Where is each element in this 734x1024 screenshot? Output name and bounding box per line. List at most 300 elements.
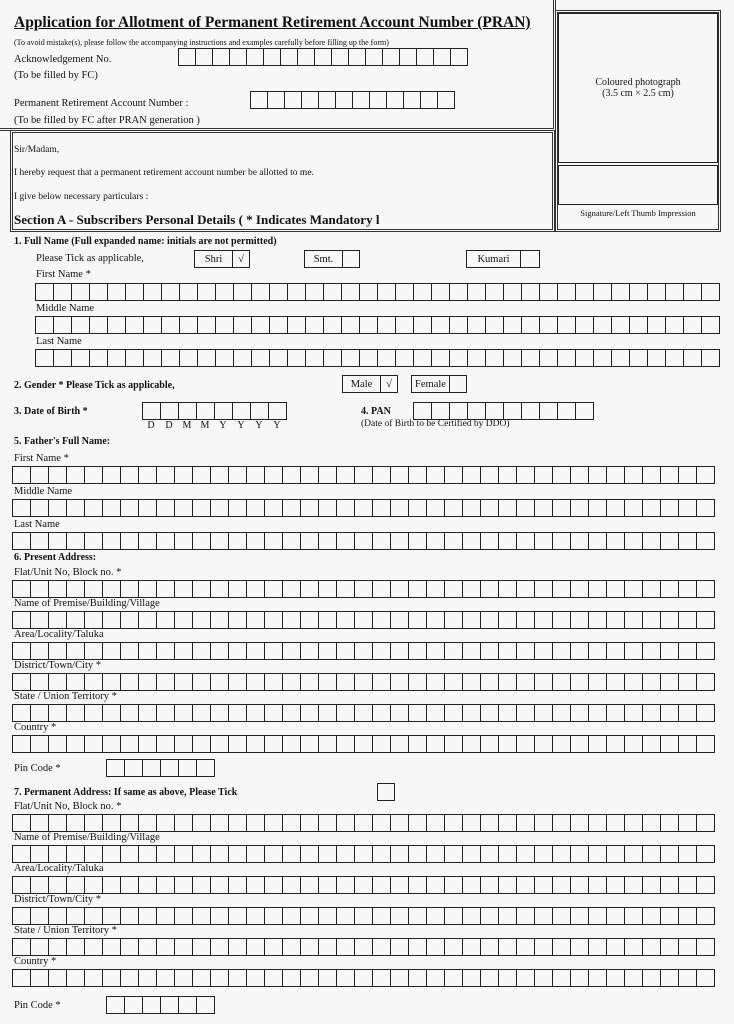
character-cell[interactable] <box>432 317 450 333</box>
character-cell[interactable] <box>558 284 576 300</box>
character-cell[interactable] <box>13 500 31 516</box>
character-cell[interactable] <box>463 736 481 752</box>
character-cell[interactable] <box>373 877 391 893</box>
character-cell[interactable] <box>85 581 103 597</box>
character-cell[interactable] <box>391 815 409 831</box>
character-cell[interactable] <box>121 939 139 955</box>
character-cell[interactable] <box>366 49 383 65</box>
character-cell[interactable] <box>373 674 391 690</box>
character-cell[interactable] <box>571 970 589 986</box>
character-cell[interactable] <box>72 284 90 300</box>
character-cell[interactable] <box>451 49 468 65</box>
character-cell[interactable] <box>445 939 463 955</box>
character-cell[interactable] <box>499 533 517 549</box>
character-cell[interactable] <box>125 997 143 1013</box>
character-cell[interactable] <box>661 581 679 597</box>
character-cell[interactable] <box>684 284 702 300</box>
character-cell[interactable] <box>571 533 589 549</box>
character-cell[interactable] <box>264 49 281 65</box>
character-cell[interactable] <box>355 846 373 862</box>
character-cell[interactable] <box>355 674 373 690</box>
character-cell[interactable] <box>13 581 31 597</box>
character-cell[interactable] <box>463 846 481 862</box>
character-cell[interactable] <box>301 467 319 483</box>
character-cell[interactable] <box>216 350 234 366</box>
character-cell[interactable] <box>139 612 157 628</box>
character-cell[interactable] <box>230 49 247 65</box>
character-cell[interactable] <box>661 533 679 549</box>
character-cell[interactable] <box>229 705 247 721</box>
character-cell[interactable] <box>247 467 265 483</box>
character-cell[interactable] <box>450 284 468 300</box>
character-cell[interactable] <box>643 705 661 721</box>
character-cell[interactable] <box>301 846 319 862</box>
character-cell[interactable] <box>409 908 427 924</box>
character-cell[interactable] <box>571 467 589 483</box>
character-cell[interactable] <box>85 705 103 721</box>
character-cell[interactable] <box>139 581 157 597</box>
character-cell[interactable] <box>409 939 427 955</box>
permanent-premise-input[interactable] <box>12 845 715 863</box>
character-cell[interactable] <box>391 877 409 893</box>
character-cell[interactable] <box>553 736 571 752</box>
character-cell[interactable] <box>643 467 661 483</box>
character-cell[interactable] <box>360 284 378 300</box>
character-cell[interactable] <box>445 815 463 831</box>
character-cell[interactable] <box>31 970 49 986</box>
character-cell[interactable] <box>648 284 666 300</box>
character-cell[interactable] <box>679 533 697 549</box>
character-cell[interactable] <box>144 284 162 300</box>
character-cell[interactable] <box>553 908 571 924</box>
character-cell[interactable] <box>157 736 175 752</box>
character-cell[interactable] <box>67 500 85 516</box>
permanent-district-input[interactable] <box>12 907 715 925</box>
character-cell[interactable] <box>175 533 193 549</box>
character-cell[interactable] <box>265 674 283 690</box>
character-cell[interactable] <box>139 705 157 721</box>
character-cell[interactable] <box>414 317 432 333</box>
character-cell[interactable] <box>252 350 270 366</box>
character-cell[interactable] <box>301 908 319 924</box>
character-cell[interactable] <box>229 815 247 831</box>
character-cell[interactable] <box>301 970 319 986</box>
character-cell[interactable] <box>265 500 283 516</box>
character-cell[interactable] <box>463 939 481 955</box>
character-cell[interactable] <box>301 581 319 597</box>
character-cell[interactable] <box>229 533 247 549</box>
character-cell[interactable] <box>157 705 175 721</box>
character-cell[interactable] <box>49 467 67 483</box>
permanent-pin-input[interactable] <box>106 996 215 1014</box>
character-cell[interactable] <box>67 643 85 659</box>
character-cell[interactable] <box>468 317 486 333</box>
character-cell[interactable] <box>463 533 481 549</box>
character-cell[interactable] <box>360 317 378 333</box>
character-cell[interactable] <box>571 643 589 659</box>
title-option-smt[interactable] <box>304 250 360 268</box>
character-cell[interactable] <box>481 705 499 721</box>
character-cell[interactable] <box>121 815 139 831</box>
character-cell[interactable] <box>49 736 67 752</box>
character-cell[interactable] <box>157 467 175 483</box>
character-cell[interactable] <box>612 350 630 366</box>
character-cell[interactable] <box>211 846 229 862</box>
character-cell[interactable] <box>157 533 175 549</box>
character-cell[interactable] <box>427 705 445 721</box>
character-cell[interactable] <box>355 705 373 721</box>
character-cell[interactable] <box>589 846 607 862</box>
character-cell[interactable] <box>229 643 247 659</box>
character-cell[interactable] <box>337 846 355 862</box>
character-cell[interactable] <box>427 581 445 597</box>
character-cell[interactable] <box>121 674 139 690</box>
character-cell[interactable] <box>643 815 661 831</box>
character-cell[interactable] <box>679 467 697 483</box>
character-cell[interactable] <box>107 997 125 1013</box>
character-cell[interactable] <box>486 284 504 300</box>
character-cell[interactable] <box>301 877 319 893</box>
character-cell[interactable] <box>360 350 378 366</box>
character-cell[interactable] <box>679 846 697 862</box>
character-cell[interactable] <box>301 612 319 628</box>
character-cell[interactable] <box>319 815 337 831</box>
character-cell[interactable] <box>607 815 625 831</box>
character-cell[interactable] <box>85 908 103 924</box>
character-cell[interactable] <box>211 533 229 549</box>
character-cell[interactable] <box>85 500 103 516</box>
character-cell[interactable] <box>571 736 589 752</box>
character-cell[interactable] <box>175 846 193 862</box>
character-cell[interactable] <box>535 815 553 831</box>
character-cell[interactable] <box>643 674 661 690</box>
character-cell[interactable] <box>697 581 715 597</box>
character-cell[interactable] <box>162 350 180 366</box>
character-cell[interactable] <box>589 877 607 893</box>
character-cell[interactable] <box>445 736 463 752</box>
character-cell[interactable] <box>504 317 522 333</box>
character-cell[interactable] <box>247 970 265 986</box>
character-cell[interactable] <box>409 467 427 483</box>
character-cell[interactable] <box>337 643 355 659</box>
character-cell[interactable] <box>337 815 355 831</box>
character-cell[interactable] <box>445 970 463 986</box>
character-cell[interactable] <box>103 674 121 690</box>
character-cell[interactable] <box>67 467 85 483</box>
character-cell[interactable] <box>553 815 571 831</box>
character-cell[interactable] <box>409 674 427 690</box>
character-cell[interactable] <box>157 846 175 862</box>
character-cell[interactable] <box>463 970 481 986</box>
character-cell[interactable] <box>193 612 211 628</box>
character-cell[interactable] <box>85 846 103 862</box>
character-cell[interactable] <box>319 500 337 516</box>
character-cell[interactable] <box>198 284 216 300</box>
character-cell[interactable] <box>553 846 571 862</box>
character-cell[interactable] <box>31 612 49 628</box>
character-cell[interactable] <box>193 467 211 483</box>
present-flat-input[interactable] <box>12 580 715 598</box>
character-cell[interactable] <box>126 350 144 366</box>
character-cell[interactable] <box>319 877 337 893</box>
character-cell[interactable] <box>355 970 373 986</box>
character-cell[interactable] <box>90 350 108 366</box>
character-cell[interactable] <box>157 500 175 516</box>
character-cell[interactable] <box>67 705 85 721</box>
first-name-input[interactable] <box>35 283 720 301</box>
character-cell[interactable] <box>553 705 571 721</box>
character-cell[interactable] <box>13 674 31 690</box>
character-cell[interactable] <box>281 49 298 65</box>
character-cell[interactable] <box>463 674 481 690</box>
character-cell[interactable] <box>625 467 643 483</box>
character-cell[interactable] <box>697 674 715 690</box>
character-cell[interactable] <box>517 736 535 752</box>
character-cell[interactable] <box>417 49 434 65</box>
character-cell[interactable] <box>643 939 661 955</box>
character-cell[interactable] <box>697 467 715 483</box>
character-cell[interactable] <box>396 284 414 300</box>
character-cell[interactable] <box>211 908 229 924</box>
character-cell[interactable] <box>463 705 481 721</box>
character-cell[interactable] <box>301 815 319 831</box>
character-cell[interactable] <box>396 350 414 366</box>
character-cell[interactable] <box>197 760 215 776</box>
character-cell[interactable] <box>499 674 517 690</box>
character-cell[interactable] <box>355 581 373 597</box>
character-cell[interactable] <box>643 846 661 862</box>
character-cell[interactable] <box>643 877 661 893</box>
character-cell[interactable] <box>301 533 319 549</box>
character-cell[interactable] <box>121 581 139 597</box>
character-cell[interactable] <box>49 939 67 955</box>
character-cell[interactable] <box>103 705 121 721</box>
character-cell[interactable] <box>535 643 553 659</box>
character-cell[interactable] <box>283 581 301 597</box>
character-cell[interactable] <box>288 350 306 366</box>
character-cell[interactable] <box>499 970 517 986</box>
character-cell[interactable] <box>553 674 571 690</box>
character-cell[interactable] <box>589 970 607 986</box>
character-cell[interactable] <box>234 350 252 366</box>
character-cell[interactable] <box>103 908 121 924</box>
character-cell[interactable] <box>661 846 679 862</box>
character-cell[interactable] <box>337 612 355 628</box>
character-cell[interactable] <box>283 970 301 986</box>
character-cell[interactable] <box>139 736 157 752</box>
character-cell[interactable] <box>270 317 288 333</box>
character-cell[interactable] <box>13 736 31 752</box>
character-cell[interactable] <box>355 939 373 955</box>
character-cell[interactable] <box>108 350 126 366</box>
father-middle-name-input[interactable] <box>12 499 715 517</box>
character-cell[interactable] <box>265 736 283 752</box>
character-cell[interactable] <box>157 877 175 893</box>
character-cell[interactable] <box>13 846 31 862</box>
character-cell[interactable] <box>666 317 684 333</box>
character-cell[interactable] <box>252 317 270 333</box>
character-cell[interactable] <box>31 643 49 659</box>
character-cell[interactable] <box>265 970 283 986</box>
character-cell[interactable] <box>432 403 450 419</box>
character-cell[interactable] <box>571 846 589 862</box>
character-cell[interactable] <box>409 736 427 752</box>
character-cell[interactable] <box>607 533 625 549</box>
character-cell[interactable] <box>180 350 198 366</box>
character-cell[interactable] <box>383 49 400 65</box>
dob-input[interactable] <box>142 402 287 420</box>
character-cell[interactable] <box>31 581 49 597</box>
character-cell[interactable] <box>499 643 517 659</box>
character-cell[interactable] <box>139 674 157 690</box>
character-cell[interactable] <box>427 939 445 955</box>
character-cell[interactable] <box>517 846 535 862</box>
character-cell[interactable] <box>283 612 301 628</box>
character-cell[interactable] <box>607 877 625 893</box>
character-cell[interactable] <box>697 643 715 659</box>
character-cell[interactable] <box>553 533 571 549</box>
character-cell[interactable] <box>414 403 432 419</box>
character-cell[interactable] <box>661 970 679 986</box>
character-cell[interactable] <box>607 467 625 483</box>
character-cell[interactable] <box>175 467 193 483</box>
character-cell[interactable] <box>139 815 157 831</box>
character-cell[interactable] <box>49 877 67 893</box>
character-cell[interactable] <box>517 815 535 831</box>
character-cell[interactable] <box>625 877 643 893</box>
character-cell[interactable] <box>85 643 103 659</box>
character-cell[interactable] <box>625 643 643 659</box>
character-cell[interactable] <box>391 643 409 659</box>
character-cell[interactable] <box>301 500 319 516</box>
character-cell[interactable] <box>121 643 139 659</box>
character-cell[interactable] <box>540 284 558 300</box>
character-cell[interactable] <box>31 500 49 516</box>
character-cell[interactable] <box>31 908 49 924</box>
character-cell[interactable] <box>373 736 391 752</box>
character-cell[interactable] <box>535 612 553 628</box>
character-cell[interactable] <box>571 674 589 690</box>
character-cell[interactable] <box>103 970 121 986</box>
character-cell[interactable] <box>697 500 715 516</box>
character-cell[interactable] <box>445 500 463 516</box>
character-cell[interactable] <box>630 350 648 366</box>
character-cell[interactable] <box>265 581 283 597</box>
character-cell[interactable] <box>648 350 666 366</box>
character-cell[interactable] <box>625 908 643 924</box>
character-cell[interactable] <box>517 674 535 690</box>
character-cell[interactable] <box>139 643 157 659</box>
permanent-country-input[interactable] <box>12 969 715 987</box>
character-cell[interactable] <box>49 612 67 628</box>
character-cell[interactable] <box>391 533 409 549</box>
character-cell[interactable] <box>247 846 265 862</box>
character-cell[interactable] <box>283 705 301 721</box>
character-cell[interactable] <box>31 939 49 955</box>
character-cell[interactable] <box>625 939 643 955</box>
character-cell[interactable] <box>558 403 576 419</box>
pan-input[interactable] <box>413 402 594 420</box>
character-cell[interactable] <box>535 846 553 862</box>
character-cell[interactable] <box>54 350 72 366</box>
character-cell[interactable] <box>139 500 157 516</box>
character-cell[interactable] <box>229 612 247 628</box>
character-cell[interactable] <box>247 500 265 516</box>
character-cell[interactable] <box>450 350 468 366</box>
character-cell[interactable] <box>679 970 697 986</box>
permanent-state-input[interactable] <box>12 938 715 956</box>
character-cell[interactable] <box>576 284 594 300</box>
character-cell[interactable] <box>319 533 337 549</box>
character-cell[interactable] <box>697 939 715 955</box>
character-cell[interactable] <box>666 350 684 366</box>
character-cell[interactable] <box>553 500 571 516</box>
character-cell[interactable] <box>179 403 197 419</box>
character-cell[interactable] <box>337 581 355 597</box>
character-cell[interactable] <box>121 970 139 986</box>
character-cell[interactable] <box>103 467 121 483</box>
character-cell[interactable] <box>481 500 499 516</box>
character-cell[interactable] <box>31 877 49 893</box>
character-cell[interactable] <box>342 284 360 300</box>
character-cell[interactable] <box>229 581 247 597</box>
character-cell[interactable] <box>517 467 535 483</box>
character-cell[interactable] <box>175 939 193 955</box>
character-cell[interactable] <box>139 877 157 893</box>
character-cell[interactable] <box>373 643 391 659</box>
character-cell[interactable] <box>179 760 197 776</box>
character-cell[interactable] <box>198 350 216 366</box>
character-cell[interactable] <box>143 403 161 419</box>
character-cell[interactable] <box>144 350 162 366</box>
character-cell[interactable] <box>283 846 301 862</box>
character-cell[interactable] <box>103 877 121 893</box>
character-cell[interactable] <box>13 939 31 955</box>
gender-option-female[interactable] <box>411 375 467 393</box>
character-cell[interactable] <box>558 350 576 366</box>
present-state-input[interactable] <box>12 704 715 722</box>
character-cell[interactable] <box>643 970 661 986</box>
character-cell[interactable] <box>409 970 427 986</box>
character-cell[interactable] <box>319 705 337 721</box>
photo-box[interactable] <box>558 13 718 163</box>
present-area-input[interactable] <box>12 642 715 660</box>
middle-name-input[interactable] <box>35 316 720 334</box>
character-cell[interactable] <box>684 350 702 366</box>
character-cell[interactable] <box>535 908 553 924</box>
character-cell[interactable] <box>409 643 427 659</box>
character-cell[interactable] <box>373 846 391 862</box>
character-cell[interactable] <box>337 736 355 752</box>
character-cell[interactable] <box>661 705 679 721</box>
character-cell[interactable] <box>85 736 103 752</box>
permanent-area-input[interactable] <box>12 876 715 894</box>
character-cell[interactable] <box>517 877 535 893</box>
character-cell[interactable] <box>265 612 283 628</box>
character-cell[interactable] <box>594 317 612 333</box>
character-cell[interactable] <box>517 612 535 628</box>
character-cell[interactable] <box>571 500 589 516</box>
character-cell[interactable] <box>378 284 396 300</box>
character-cell[interactable] <box>265 877 283 893</box>
character-cell[interactable] <box>391 970 409 986</box>
character-cell[interactable] <box>157 815 175 831</box>
character-cell[interactable] <box>285 92 302 108</box>
character-cell[interactable] <box>157 970 175 986</box>
character-cell[interactable] <box>697 705 715 721</box>
character-cell[interactable] <box>576 350 594 366</box>
character-cell[interactable] <box>679 815 697 831</box>
